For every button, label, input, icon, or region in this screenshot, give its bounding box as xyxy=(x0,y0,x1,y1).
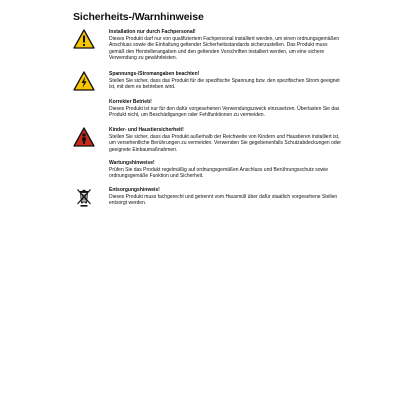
notice-heading: Entsorgungshinweis! xyxy=(109,187,160,193)
notice-text: Prüfen Sie das Produkt regelmäßig auf ordnungsgemäßen Anschluss und Berührungsschutz sowie ordnungsgemäße Funktion und Sicherheit. xyxy=(109,166,329,180)
notice-text: Dieses Produkt darf nur von qualifiziertem Fachpersonal installiert werden, um einen ordnungsgemäßen Anschluss sowie die Einhaltung geltender Sicherheitsstandards sicherzustellen. Das Produkt muss gemäß den Herstellerangaben und den geltenden Vorschriften installiert werden, um eine sichere Verwendung zu gewährleisten. xyxy=(109,35,340,62)
notice-text: Stellen Sie sicher, dass das Produkt für die spezifische Spannung bzw. den spezifischen Strom geeignet ist, mit dem es betrieben wird. xyxy=(109,77,340,91)
notice-heading: Installation nur durch Fachpersonal! xyxy=(109,29,196,35)
notice-heading: Wartungshinweise! xyxy=(109,160,155,166)
notice-heading: Kinder- und Haustiersicherheit! xyxy=(109,127,184,133)
page-title: Sicherheits-/Warnhinweise xyxy=(73,11,204,23)
warning-triangle-icon xyxy=(73,29,95,49)
notice-heading: Korrekter Betrieb! xyxy=(109,99,152,105)
notice-text: Dieses Produkt muss fachgerecht und getrennt vom Hausmüll über dafür staatlich vorgesehene Stellen entsorgt werden. xyxy=(109,193,338,207)
notice-text: Stellen Sie sicher, dass das Produkt außerhalb der Reichweite von Kindern und Haustieren installiert ist, um versehentliche Berührungen zu vermeiden. Verwenden Sie gegebenenfalls Schutzabdeckungen oder geeignete Einbaumaßnahmen. xyxy=(109,133,342,153)
crossed-out-bin-icon xyxy=(73,187,95,207)
high-voltage-icon xyxy=(73,71,95,91)
notice-heading: Spannungs-/Stromangaben beachten! xyxy=(109,71,200,77)
child-warning-icon xyxy=(73,127,95,147)
notice-text: Dieses Produkt ist nur für den dafür vorgesehenen Verwendungszweck einzusetzen. Überlasten Sie das Produkt nicht, um Beschädigungen oder Fehlfunktionen zu vermeiden. xyxy=(109,105,340,119)
